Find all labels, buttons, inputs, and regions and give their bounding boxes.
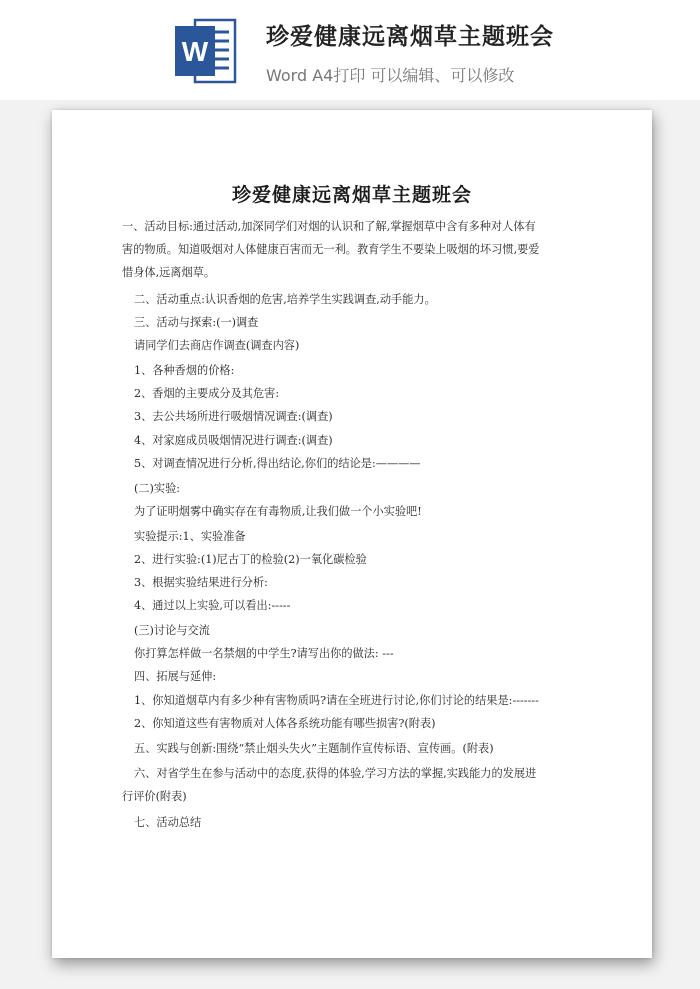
header-banner xyxy=(0,0,700,100)
word-icon xyxy=(173,16,239,86)
doc-line: 2、香烟的主要成分及其危害: xyxy=(134,387,280,400)
header-subtitle: Word A4打印 可以编辑、可以修改 xyxy=(266,66,515,85)
doc-line: 3、根据实验结果进行分析: xyxy=(134,576,268,589)
doc-line: 2、你知道这些有害物质对人体各系统功能有哪些损害?(附表) xyxy=(134,717,436,730)
doc-line: (二)实验: xyxy=(134,482,181,495)
doc-line: 三、活动与探索:(一)调查 xyxy=(134,316,259,329)
doc-line: 请同学们去商店作调查(调查内容) xyxy=(134,339,300,352)
doc-line: 行评价(附表) xyxy=(122,790,187,803)
doc-line: 惜身体,远离烟草。 xyxy=(122,266,216,279)
doc-line: 为了证明烟雾中确实存在有毒物质,让我们做一个小实验吧! xyxy=(134,505,422,518)
doc-line: 害的物质。知道吸烟对人体健康百害而无一利。教育学生不要染上吸烟的坏习惯,要爱 xyxy=(122,243,540,256)
doc-line: 3、去公共场所进行吸烟情况调查:(调查) xyxy=(134,410,333,423)
svg-text:W: W xyxy=(181,36,209,67)
doc-line: 六、对省学生在参与活动中的态度,获得的体验,学习方法的掌握,实践能力的发展进 xyxy=(134,767,537,780)
doc-line: 5、对调查情况进行分析,得出结论,你们的结论是:———— xyxy=(134,457,421,470)
doc-line: 你打算怎样做一名禁烟的中学生?请写出你的做法: --- xyxy=(134,647,394,660)
doc-line: 4、通过以上实验,可以看出:----- xyxy=(134,599,291,612)
doc-line: 1、各种香烟的价格: xyxy=(134,364,235,377)
doc-line: (三)讨论与交流 xyxy=(134,624,210,637)
doc-line: 实验提示:1、实验准备 xyxy=(134,530,246,543)
document-page xyxy=(52,110,652,958)
doc-line: 四、拓展与延伸: xyxy=(134,670,217,683)
doc-line: 2、进行实验:(1)尼古丁的检验(2)一氧化碳检验 xyxy=(134,553,367,566)
header-title: 珍爱健康远离烟草主题班会 xyxy=(266,24,554,50)
doc-line: 二、活动重点:认识香烟的危害,培养学生实践调查,动手能力。 xyxy=(134,293,436,306)
doc-line: 4、对家庭成员吸烟情况进行调查:(调查) xyxy=(134,434,333,447)
doc-line: 七、活动总结 xyxy=(134,816,202,829)
document-title: 珍爱健康远离烟草主题班会 xyxy=(231,184,472,206)
doc-line: 五、实践与创新:围绕“禁止烟头失火”主题制作宣传标语、宣传画。(附表) xyxy=(134,742,494,755)
doc-line: 一、活动目标:通过活动,加深同学们对烟的认识和了解,掌握烟草中含有多种对人体有 xyxy=(122,220,536,233)
doc-line: 1、你知道烟草内有多少种有害物质吗?请在全班进行讨论,你们讨论的结果是:------- xyxy=(134,694,539,707)
